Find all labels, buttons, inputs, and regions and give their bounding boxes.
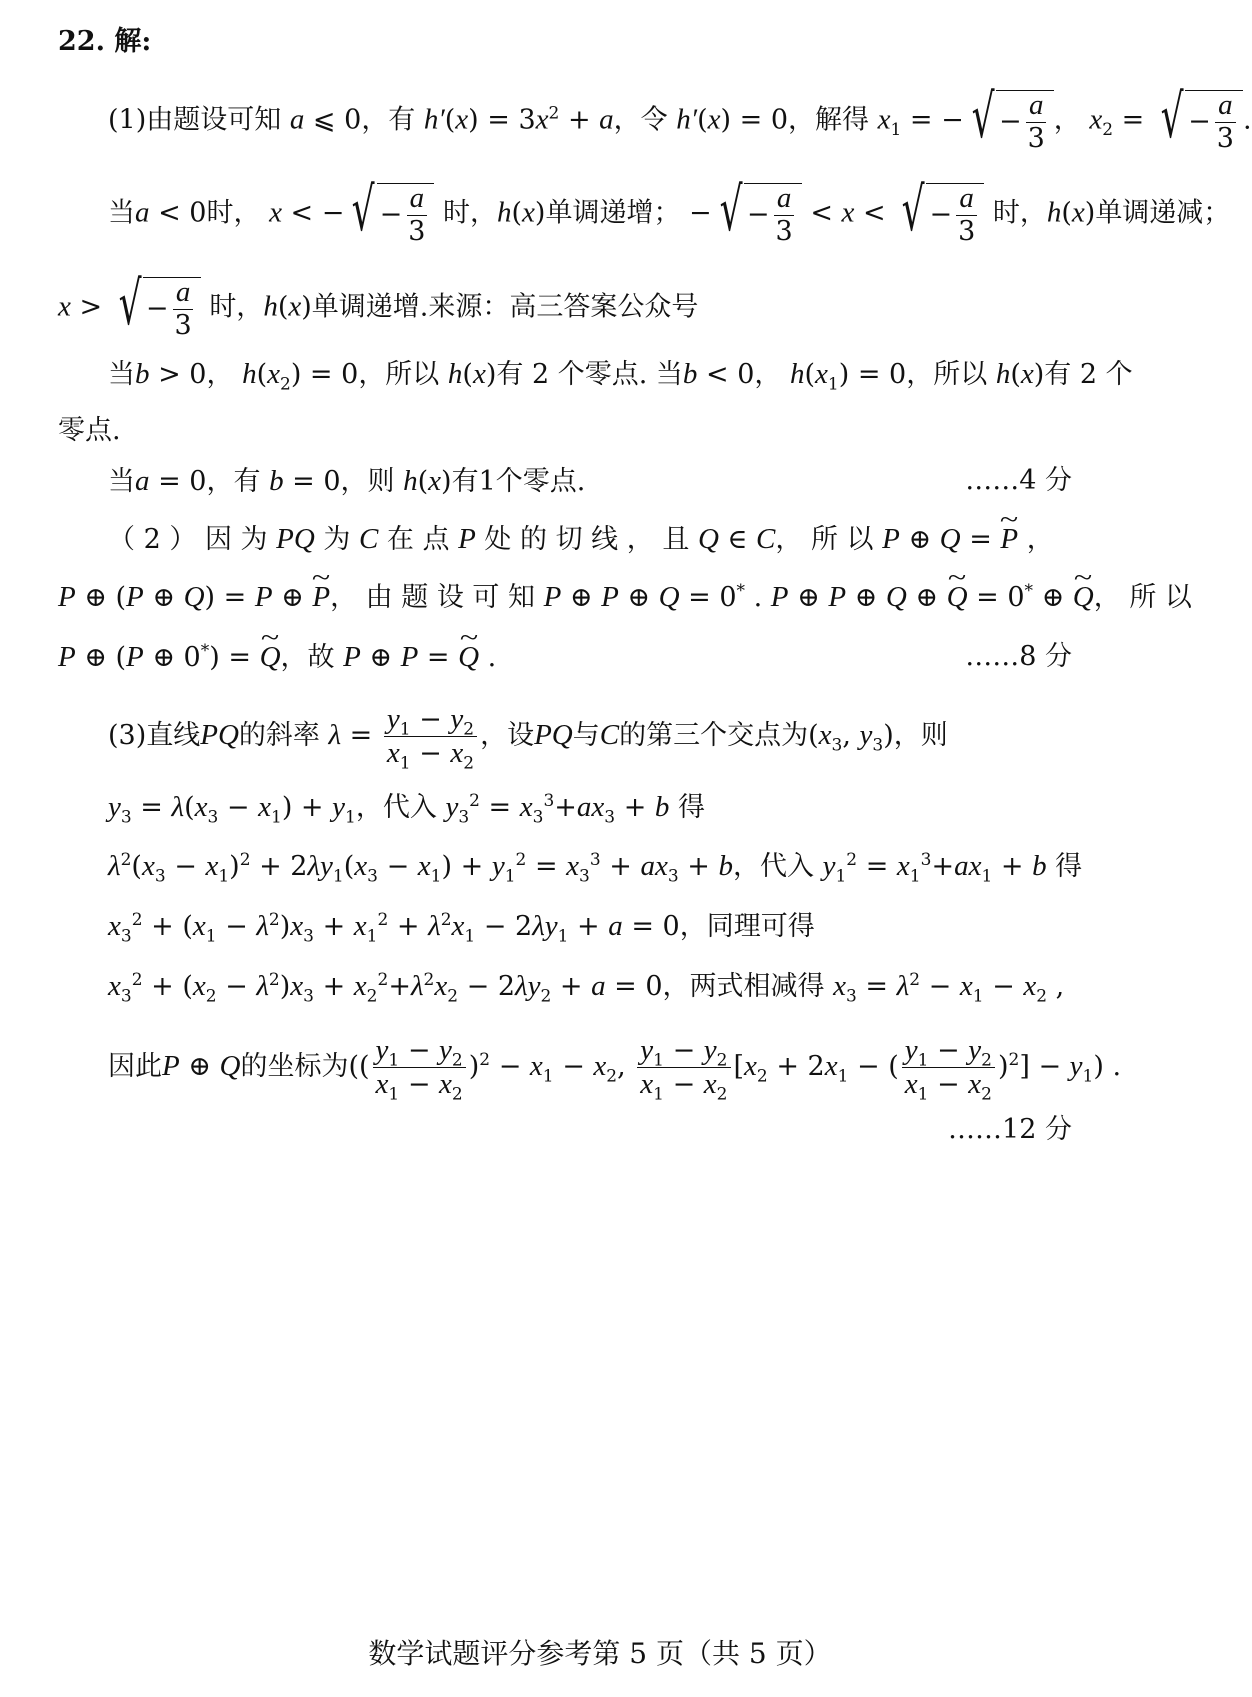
part1-line3: x > √ − $\frac{a}{3}$ 时，h(x)单调递增.来源：高三答案公众号: [58, 269, 699, 341]
score-part3: ……12 分: [948, 1114, 1072, 1145]
part1-line4: 当b > 0， $h(x_2) = 0$，所以 h(x)有 2 个零点. 当b < 0， $h(x_1) = 0$，所以 h(x)有 2 个: [108, 358, 1133, 395]
part3-line1: (3)直线PQ的斜率 λ = $\frac{y_1 - y_2}{x_1 - x_2}$ ，设PQ与C的第三个交点为($x_3$, $y_3$)，则: [108, 703, 948, 774]
part1-line5: 零点.: [58, 415, 121, 446]
part1-line2: 当a < 0时， x < − √ − $\frac{a}{3}$ 时，h(x)单调递增； − √ − $\frac{a}{3}$ < x < √ − $\frac{a}{3}$ 时，h(x)单调递减；: [108, 175, 1231, 247]
part3-line6: 因此P ⊕ Q的坐标为(( $\frac{y_1 - y_2}{x_1 - x_2}$ )$^2 - x_1 - x_2$, $\frac{y_1 - y_2}{x_1 - x_2}$ [$x_2 + 2x_1$ − ( $\frac{y_1 - y_2}{x_1 - x_2}$ )$^2] - y_1$) .: [108, 1034, 1122, 1105]
part2-line3: P ⊕ (P ⊕ 0*) = ~ Q，故 P ⊕ P = ~ Q .: [58, 643, 496, 672]
part2-line1: （ 2 ） 因 为 PQ 为 C 在 点 P 处 的 切 线 ， 且 Q ∈ C， 所 以 P ⊕ Q = ~ P ，: [108, 525, 1054, 554]
problem-header: [58, 28, 151, 55]
source-note: 来源：高三答案公众号: [428, 291, 699, 323]
score-part1: ……4 分: [965, 465, 1072, 496]
part3-line3: $\lambda^2(x_3 - x_1)^2 + 2\lambda y_1(x_3 - x_1) + y_1^2 = x_3^3 + ax_3 + b$，代入 $y_1^2 = x_1^3+ax_1 + b$ 得: [108, 850, 1083, 887]
part3-line4: $x_3^2 + (x_1 - \lambda^2)x_3 + x_1^2 + \lambda^2x_1 - 2\lambda y_1 + a = 0$，同理可得: [108, 910, 815, 947]
page-footer: 数学试题评分参考第 5 页（共 5 页）: [368, 1637, 832, 1670]
part3-line5: $x_3^2 + (x_2 - \lambda^2)x_3 + x_2^2+\lambda^2x_2 - 2\lambda y_2 + a = 0$，两式相减得 $x_3 = \lambda^2 - x_1 - x_2$ ,: [108, 970, 1065, 1007]
solve-label: 解:: [114, 26, 152, 57]
part1-line1: (1)由题设可知 a ⩽ 0，有 $h'(x) = 3x^2 + a$，令 h′(x) = 0，解得 $x_1$ = − √ − $\frac{a}{3}$ ， $x_2$ = √ − $\frac{a}{3}$ .: [108, 82, 1252, 154]
problem-number: 22.: [58, 26, 105, 57]
part3-line2: $y_3 = \lambda(x_3 - x_1) + y_1$，代入 $y_3^2 = x_3^3+ax_3 + b$ 得: [108, 791, 706, 828]
part2-line2: P ⊕ (P ⊕ Q) = P ⊕ ~ P， 由 题 设 可 知 P ⊕ P ⊕ Q = 0* . P ⊕ P ⊕ Q ⊕ ~ Q = 0* ⊕ ~ Q， 所 以: [58, 583, 1192, 612]
score-part2: ……8 分: [965, 641, 1072, 672]
part1-line6: 当a = 0，有 b = 0，则 h(x)有1个零点.: [108, 465, 586, 497]
